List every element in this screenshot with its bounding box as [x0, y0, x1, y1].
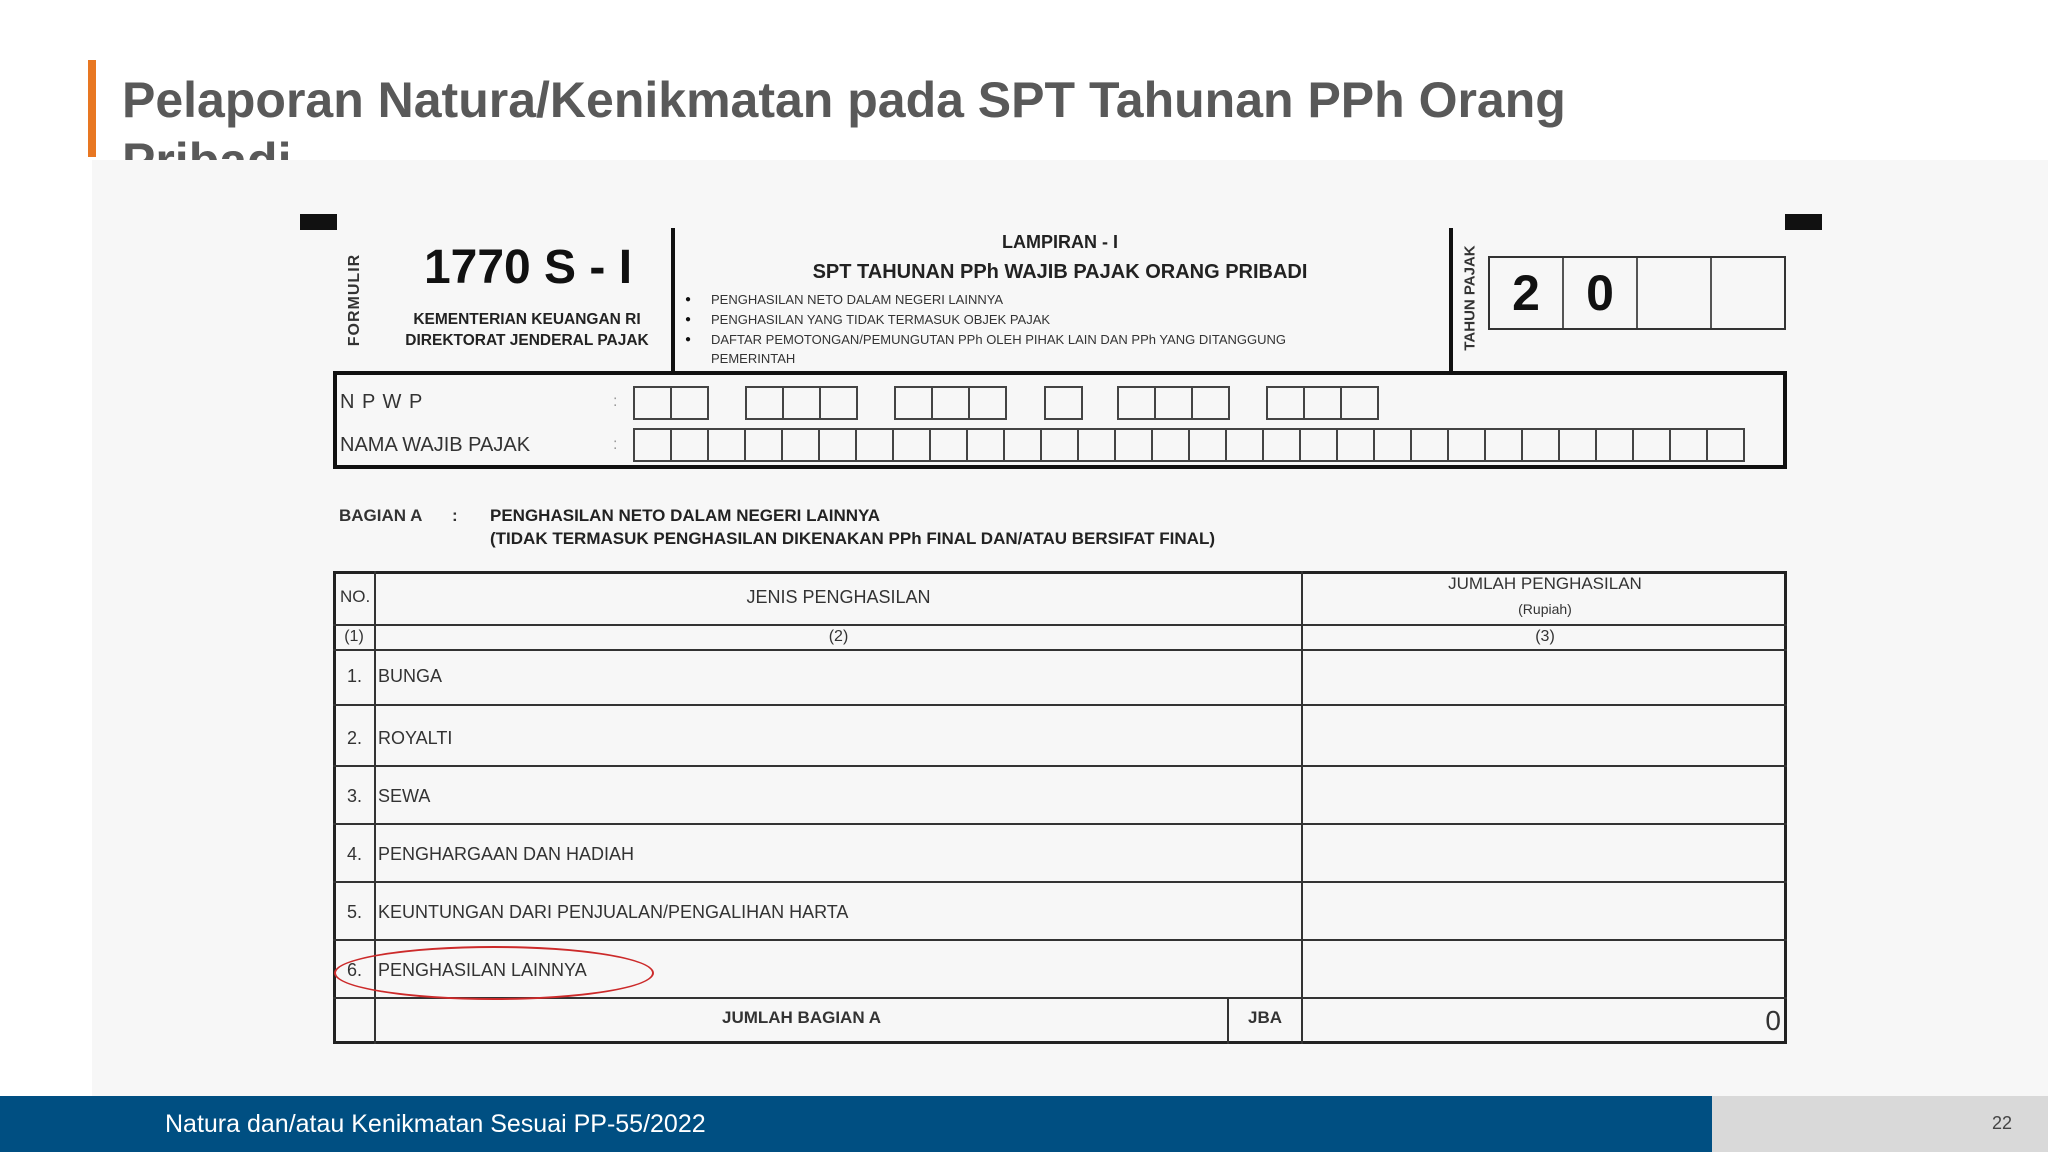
npwp-segment[interactable]: [633, 386, 709, 420]
row-number: 2.: [347, 728, 363, 748]
header-divider-left: [671, 228, 675, 371]
header-rupiah: (Rupiah): [1518, 601, 1572, 617]
name-char-box[interactable]: [857, 430, 894, 460]
name-char-box[interactable]: [1227, 430, 1264, 460]
header-col-1: (1): [344, 628, 364, 645]
ministry-name: [392, 309, 662, 351]
registration-mark-right: [1785, 214, 1822, 230]
name-char-box[interactable]: [1264, 430, 1301, 460]
name-char-box[interactable]: [1190, 430, 1227, 460]
year-digit-box[interactable]: 2: [1490, 258, 1564, 328]
header-jumlah-penghasilan: JUMLAH PENGHASILAN: [1448, 574, 1642, 593]
row-divider: [333, 624, 1787, 626]
name-char-box[interactable]: [1708, 430, 1745, 460]
registration-mark-left: [300, 214, 337, 230]
header-no: NO.: [340, 587, 371, 606]
header-col-2: (2): [828, 628, 849, 645]
slide-title: Pelaporan Natura/Kenikmatan pada SPT Tahunan PPh Orang: [122, 72, 1566, 128]
year-digit-box[interactable]: 0: [1564, 258, 1638, 328]
highlight-circle-penghasilan-lainnya: [334, 946, 654, 1000]
name-char-box[interactable]: [1153, 430, 1190, 460]
name-char-box[interactable]: [931, 430, 968, 460]
row-number: 5.: [347, 902, 363, 922]
npwp-segment[interactable]: [894, 386, 1007, 420]
npwp-segment[interactable]: [1044, 386, 1083, 420]
footer-bar: [0, 1096, 1712, 1152]
bagian-a-subtitle: (TIDAK TERMASUK PENGHASILAN DIKENAKAN PPh FINAL DAN/ATAU BERSIFAT FINAL): [490, 529, 1215, 548]
npwp-label: N P W P: [340, 391, 424, 413]
npwp-segment[interactable]: [745, 386, 858, 420]
row-income-type: SEWA: [378, 786, 431, 806]
row-number: 1.: [347, 666, 363, 686]
nama-wajib-pajak-label: NAMA WAJIB PAJAK: [340, 434, 531, 456]
row-income-type: BUNGA: [378, 666, 443, 686]
row-divider: [333, 649, 1787, 651]
spt-title: SPT TAHUNAN PPh WAJIB PAJAK ORANG PRIBADI: [812, 261, 1308, 283]
name-char-box[interactable]: [1634, 430, 1671, 460]
row-amount-input[interactable]: [1305, 706, 1785, 763]
total-value[interactable]: 0: [1765, 1005, 1781, 1036]
form-code: 1770 S - I: [423, 241, 633, 294]
tax-year-field[interactable]: [1488, 256, 1786, 330]
name-char-box[interactable]: [672, 430, 709, 460]
contents-item: ● PENGHASILAN NETO DALAM NEGERI LAINNYA: [684, 290, 1384, 310]
npwp-segment[interactable]: [1266, 386, 1379, 420]
total-code: JBA: [1247, 1008, 1282, 1027]
name-char-box[interactable]: [1338, 430, 1375, 460]
row-income-type: PENGHASILAN LAINNYA: [378, 960, 587, 980]
name-char-box[interactable]: [1597, 430, 1634, 460]
contents-item: ● DAFTAR PEMOTONGAN/PEMUNGUTAN PPh OLEH PIHAK LAIN DAN PPh YANG DITANGGUNG PEMERINTAH: [684, 330, 1364, 368]
year-digit-box[interactable]: [1712, 258, 1784, 328]
npwp-segment[interactable]: [1117, 386, 1230, 420]
tahun-pajak-vertical-label: TAHUN PAJAK: [1461, 245, 1479, 351]
name-char-box[interactable]: [1671, 430, 1708, 460]
header-col-3: (3): [1535, 628, 1555, 645]
ministry-line-1: KEMENTERIAN KEUANGAN RI: [413, 311, 641, 328]
bagian-a-colon: :: [452, 506, 458, 525]
name-char-box[interactable]: [709, 430, 746, 460]
row-amount-input[interactable]: [1305, 883, 1785, 937]
name-char-box[interactable]: [1079, 430, 1116, 460]
name-char-box[interactable]: [783, 430, 820, 460]
row-amount-input[interactable]: [1305, 825, 1785, 879]
row-income-type: PENGHARGAAN DAN HADIAH: [378, 844, 635, 864]
name-char-box[interactable]: [894, 430, 931, 460]
row-number: 6.: [347, 960, 363, 980]
nama-colon: :: [613, 436, 618, 453]
footer-page-area: [1712, 1096, 2048, 1152]
lampiran-label: LAMPIRAN - I: [1002, 232, 1118, 252]
footer-text: Natura dan/atau Kenikmatan Sesuai PP-55/2022: [165, 1110, 706, 1138]
name-char-box[interactable]: [1116, 430, 1153, 460]
total-label: JUMLAH BAGIAN A: [722, 1008, 881, 1027]
name-char-box[interactable]: [820, 430, 857, 460]
row-amount-input[interactable]: [1305, 960, 1785, 990]
name-char-box[interactable]: [1301, 430, 1338, 460]
name-char-box[interactable]: [635, 430, 672, 460]
name-char-box[interactable]: [968, 430, 1005, 460]
name-char-box[interactable]: [1523, 430, 1560, 460]
ministry-line-2: DIREKTORAT JENDERAL PAJAK: [405, 332, 649, 349]
name-char-box[interactable]: [1486, 430, 1523, 460]
formulir-vertical-label: FORMULIR: [346, 253, 363, 347]
bagian-a-title: PENGHASILAN NETO DALAM NEGERI LAINNYA: [490, 506, 881, 525]
lampiran-contents-list: [684, 290, 1384, 368]
nama-wajib-pajak-input[interactable]: [633, 428, 1745, 462]
name-char-box[interactable]: [1412, 430, 1449, 460]
row-income-type: ROYALTI: [378, 728, 453, 748]
name-char-box[interactable]: [1449, 430, 1486, 460]
row-number: 3.: [347, 786, 363, 806]
row-income-type: KEUNTUNGAN DARI PENJUALAN/PENGALIHAN HARTA: [378, 902, 849, 922]
name-char-box[interactable]: [746, 430, 783, 460]
page-number: 22: [1991, 1113, 2012, 1133]
name-char-box[interactable]: [1560, 430, 1597, 460]
header-jenis-penghasilan: JENIS PENGHASILAN: [746, 587, 931, 607]
row-number: 4.: [347, 844, 363, 864]
year-digit-box[interactable]: [1638, 258, 1712, 328]
npwp-colon: :: [613, 393, 618, 410]
bagian-a-label: BAGIAN A: [339, 506, 423, 525]
contents-item: ● PENGHASILAN YANG TIDAK TERMASUK OBJEK PAJAK: [684, 310, 1384, 330]
name-char-box[interactable]: [1005, 430, 1042, 460]
name-char-box[interactable]: [1375, 430, 1412, 460]
row-amount-input[interactable]: [1305, 767, 1785, 821]
header-divider-right: [1449, 228, 1453, 371]
name-char-box[interactable]: [1042, 430, 1079, 460]
